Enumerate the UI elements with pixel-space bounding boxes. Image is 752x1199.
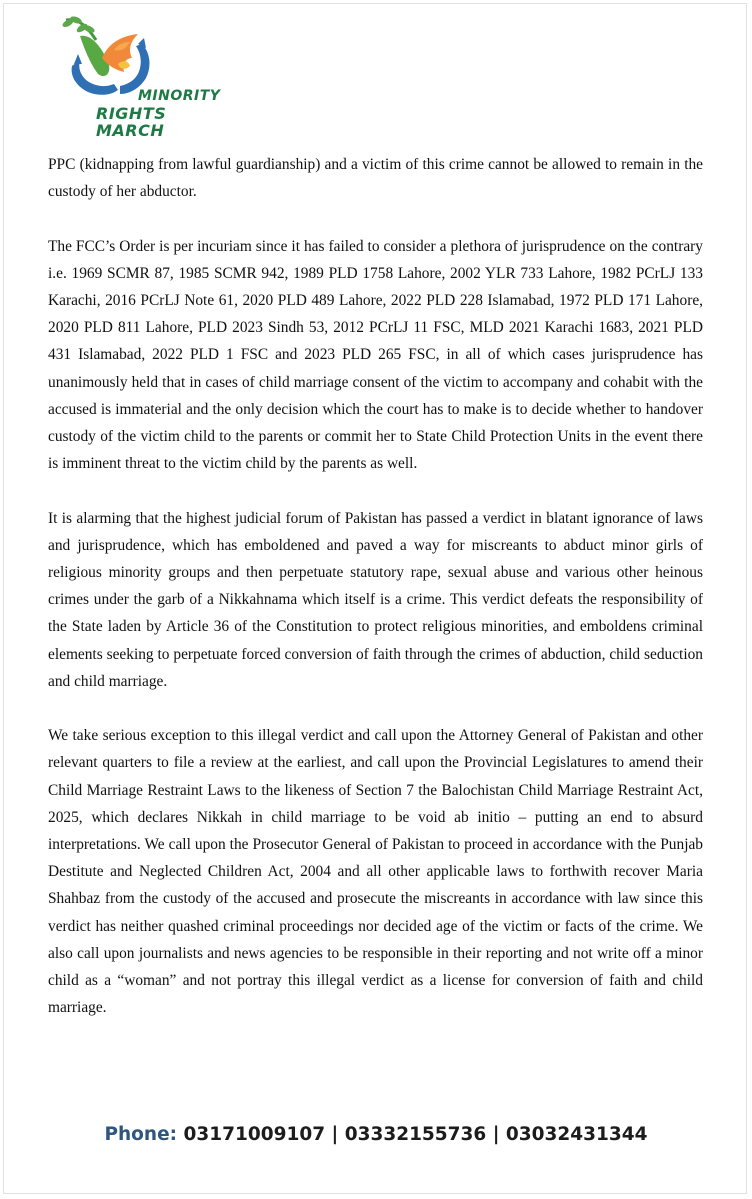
- logo-line-minority: MINORITY: [138, 88, 221, 104]
- footer-contact: [0, 1124, 752, 1145]
- minority-rights-march-logo: [58, 14, 221, 140]
- paragraph-call-upon: We take serious exception to this illegal verdict and call upon the Attorney General of Pakistan and other relevant quarters to file a review at the earliest, and call upon the Provincial Legislatures to amend their Child Marriage Restraint Laws to the likeness of Section 7 the Balochistan Child Marriage Restraint Act, 2025, which declares Nikkah in child marriage to be void ab initio – putting an end to absurd interpretations. We call upon the Prosecutor General of Pakistan to proceed in accordance with the Punjab Destitute and Neglected Children Act, 2004 and all other applicable laws to forthwith recover Maria Shahbaz from the custody of the accused and prosecute the miscreants in accordance with law since this verdict has neither quashed criminal proceedings nor decided age of the victim or facts of the crime. We also call upon journalists and news agencies to be responsible in their reporting and not write off a minor child as a “woman” and not portray this illegal verdict as a license for conversion of faith and child marriage.: [48, 727, 703, 1017]
- phone-numbers: 03171009107 | 03332155736 | 03032431344: [183, 1124, 648, 1145]
- logo-line-rights-march: RIGHTS MARCH: [96, 104, 167, 140]
- paragraph-fcc-order: The FCC’s Order is per incuriam since it has failed to consider a plethora of jurisprudence on the contrary i.e. 1969 SCMR 87, 1985 SCMR 942, 1989 PLD 1758 Lahore, 2002 YLR 733 Lahore, 1982 PCrLJ 133 Karachi, 2016 PCrLJ Note 61, 2020 PLD 489 Lahore, 2022 PLD 228 Islamabad, 1972 PLD 171 Lahore, 2020 PLD 811 Lahore, PLD 2023 Sindh 53, 2012 PCrLJ 11 FSC, MLD 2021 Karachi 1683, 2021 PLD 431 Islamabad, 2022 PLD 1 FSC and 2023 PLD 265 FSC, in all of which cases jurisprudence has unanimously held that in cases of child marriage consent of the victim to accompany and cohabit with the accused is immaterial and the only decision which the court has to make is to decide whether to handover custody of the victim child to the parents or commit her to State Child Protection Units in the event there is imminent threat to the victim child by the parents as well.: [48, 237, 703, 473]
- document-body: [48, 151, 703, 1049]
- phone-label: Phone:: [104, 1124, 178, 1145]
- paragraph-ppc-custody: PPC (kidnapping from lawful guardianship) and a victim of this crime cannot be allowed to remain in the custody of her abductor.: [48, 156, 703, 201]
- paragraph-alarming-verdict: It is alarming that the highest judicial forum of Pakistan has passed a verdict in blatant ignorance of laws and jurisprudence, which has emboldened and paved a way for miscreants to abduct minor girls of religious minority groups and then perpetuate statutory rape, sexual abuse and various other heinous crimes under the garb of a Nikkahnama which itself is a crime. This verdict defeats the responsibility of the State laden by Article 36 of the Constitution to protect religious minorities, and emboldens criminal elements seeking to perpetuate forced conversion of faith through the crimes of abduction, child seduction and child marriage.: [48, 509, 703, 690]
- logo-wordmark: [96, 88, 220, 139]
